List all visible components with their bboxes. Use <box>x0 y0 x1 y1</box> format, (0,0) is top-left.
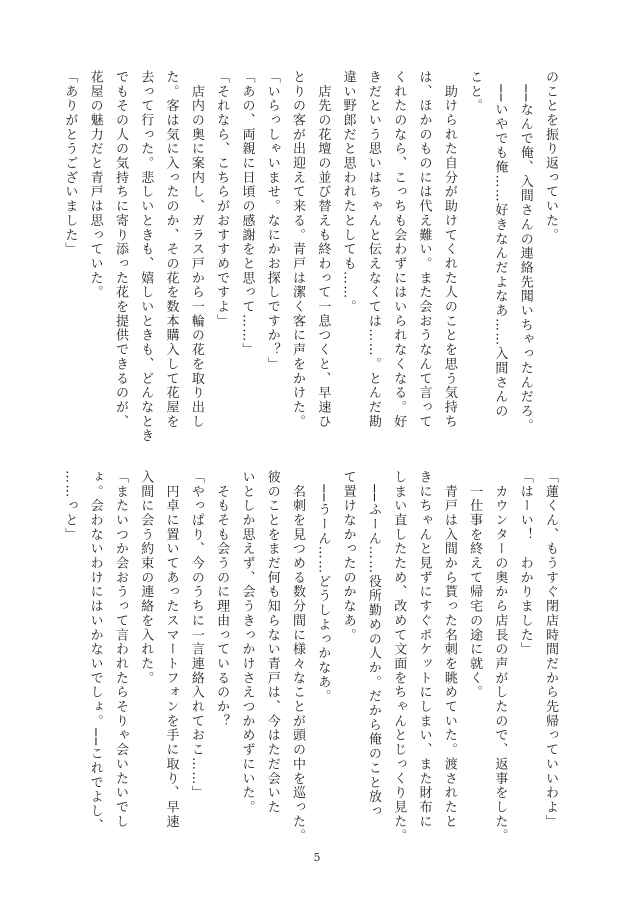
page-number: 5 <box>313 851 321 864</box>
text-line: て置けなかったのかなあ。 <box>340 470 356 643</box>
text-line: こと。 <box>467 70 483 114</box>
text-line: 違い野郎だと思われたとしても……。 <box>340 70 356 314</box>
text-block-lower <box>62 470 563 844</box>
text-line: 「あの、両親に日頃の感謝をと思って……」 <box>239 70 255 357</box>
text-line: は、ほかのものには代え難い。また会おうなんて言って <box>416 70 432 429</box>
text-line: とりの客が出迎えて来る。青戸は潔く客に声をかけた。 <box>290 70 306 429</box>
text-line: 助けられた自分が助けてくれた人のことを思う気持ち <box>441 70 457 429</box>
text-line: 一仕事を終えて帰宅の途に就く。 <box>467 470 483 700</box>
text-line: 円卓に置いてあったスマートフォンを手に取り、早速 <box>163 470 179 829</box>
text-line: ──ふーん……役所勤めの人か。だから俺のこと放っ <box>365 470 381 819</box>
text-line: 去って行った。悲しいときも、嬉しいときも、どんなとき <box>138 70 154 444</box>
text-line: 名刺を見つめる数分間に様々なことが頭の中を巡った。 <box>290 470 306 844</box>
text-line: た。客は気に入ったのか、その花を数本購入して花屋を <box>163 70 179 429</box>
text-line: 「ありがとうございました」 <box>62 70 78 257</box>
text-line: ──いやでも俺……好きなんだよなあ……入間さんの <box>492 70 508 419</box>
text-line: 「それなら、こちらがおすすめですよ」 <box>214 70 230 329</box>
text-line: 「やっぱり、今のうちに一言連絡入れておこ……」 <box>188 470 204 801</box>
text-line: 青戸は入間から貰った名刺を眺めていた。渡されたと <box>441 470 457 829</box>
text-block-upper <box>62 70 563 460</box>
text-line: いとしか思えず、会うきっかけさえつかめずにいた。 <box>239 470 255 815</box>
text-line: 店先の花壇の並び替えも終わって一息つくと、早速ひ <box>315 70 331 429</box>
text-line: ……っと」 <box>62 470 78 542</box>
text-line: ──なんで俺、入間さんの連絡先聞いちゃったんだろ。 <box>517 70 533 433</box>
text-line: 店内の奥に案内し、ガラス戸から一輪の花を取り出し <box>188 70 204 429</box>
text-line: 「いらっしゃいませ。なにかお探しですか？」 <box>264 70 280 372</box>
text-line: そもそも会うのに理由っているのか？ <box>214 470 230 729</box>
text-line: きだという思いはちゃんと伝えなくては……。とんだ勘 <box>365 70 381 429</box>
text-line: 「はーい！ わかりました」 <box>517 470 533 657</box>
text-line: ──うーん……どうしよっかなあ。 <box>315 470 331 704</box>
text-line: 「またいつか会おうって言われたらそりゃ会いたいでし <box>112 470 128 829</box>
text-line: のことを振り返っていた。 <box>543 70 558 243</box>
text-line: 入間に会う約束の連絡を入れた。 <box>138 470 154 686</box>
text-line: 彼のことをまだ何も知らない青戸は、今はただ会いた <box>264 470 280 815</box>
text-line: 「蓮くん、もうすぐ閉店時間だから先帰っていいわよ」 <box>543 470 558 829</box>
text-line: カウンターの奥から店長の声がしたので、返事をした。 <box>492 470 508 844</box>
text-line: でもその人の気持ちに寄り添った花を提供できるのが、 <box>112 70 128 429</box>
text-line: くれたのなら、こっちも会わずにはいられなくなる。好 <box>391 70 407 429</box>
text-line: ょ。会わないわけにはいかないでしょ。──これでよし、 <box>87 470 103 833</box>
text-line: 花屋の魅力だと青戸は思っていた。 <box>87 70 103 300</box>
text-line: しまい直したため、改めて文面をちゃんとじっくり見た。 <box>391 470 407 844</box>
text-line: きにちゃんと見ずにすぐポケットにしまい、また財布に <box>416 470 432 829</box>
